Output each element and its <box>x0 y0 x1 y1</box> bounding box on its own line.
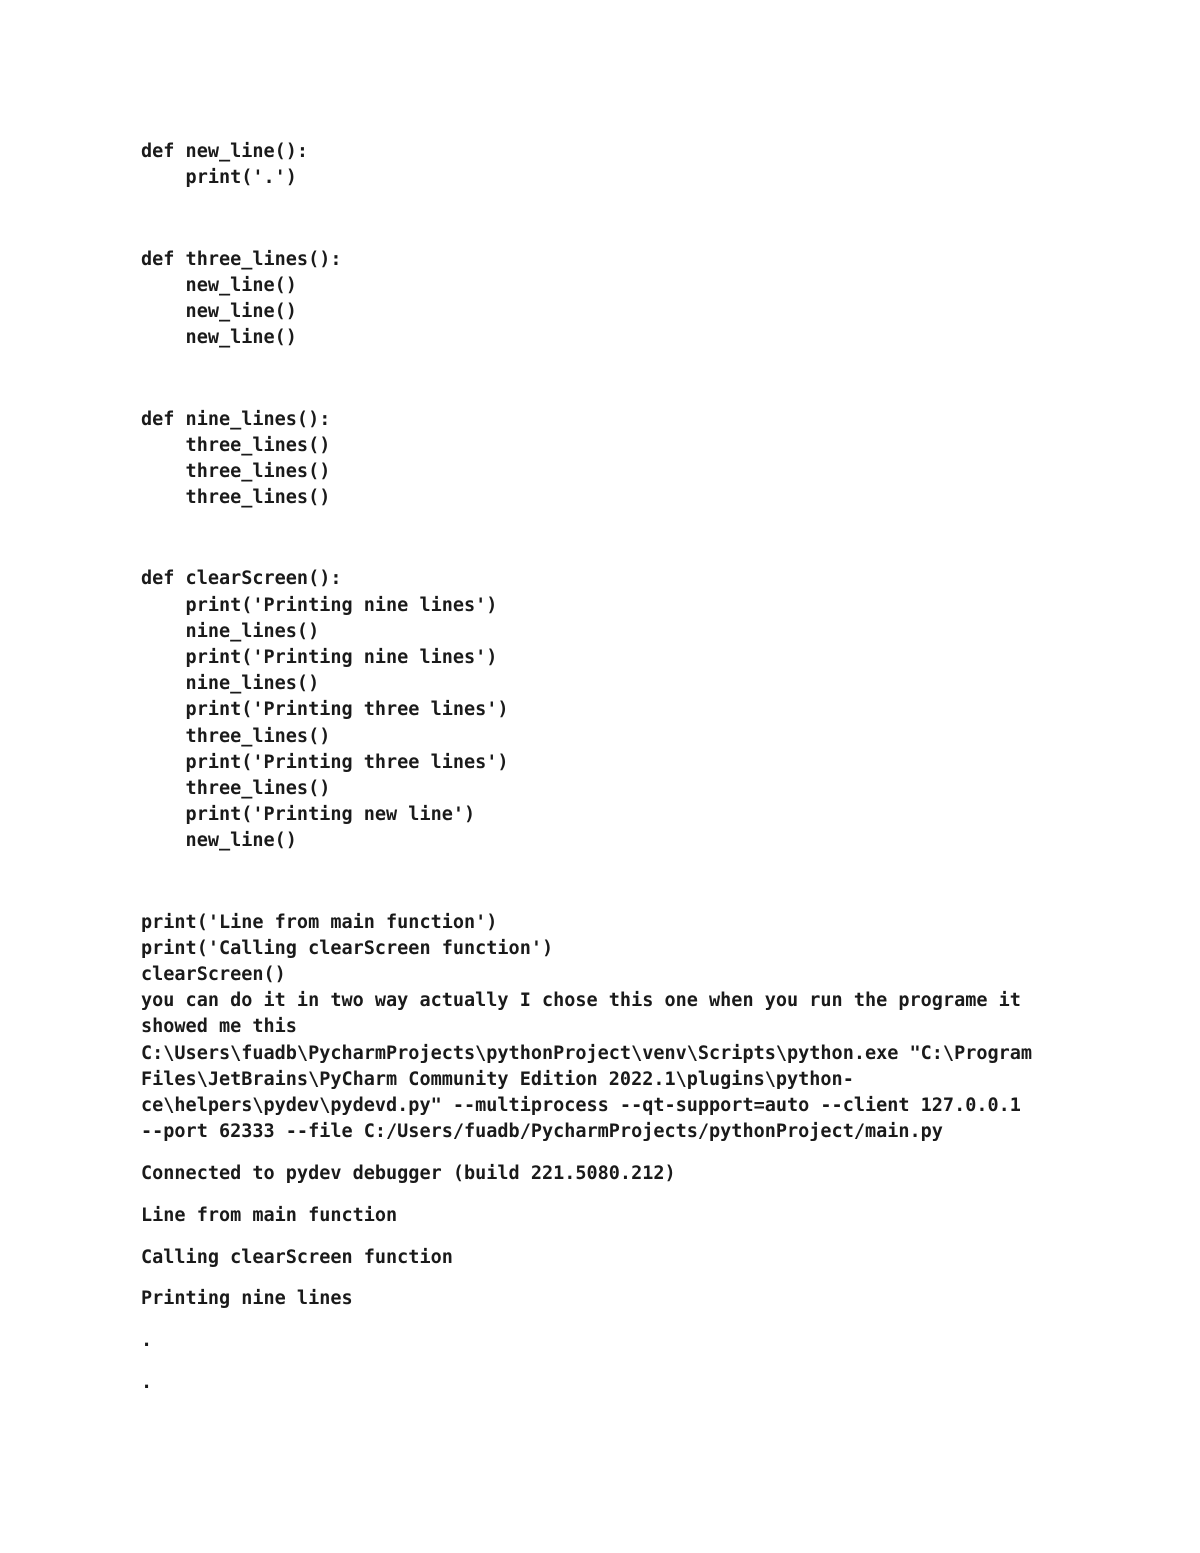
output-line: Calling clearScreen function <box>141 1246 453 1268</box>
note-line: showed me this <box>141 1016 297 1038</box>
code-line: new_line() <box>141 274 297 296</box>
code-line: three_lines() <box>141 777 331 799</box>
code-listing <box>141 139 1101 1396</box>
code-line: new_line() <box>141 830 297 852</box>
code-line: print('Printing three lines') <box>141 751 509 773</box>
main-line: clearScreen() <box>141 964 286 986</box>
output-line: . <box>141 1330 153 1352</box>
output-line: Connected to pydev debugger (build 221.5080.212) <box>141 1162 676 1184</box>
output-line: . <box>141 1371 153 1393</box>
def-new-line: def new_line(): <box>141 141 309 162</box>
code-line: print('Printing three lines') <box>141 699 509 721</box>
code-line: print('Printing nine lines') <box>141 594 498 616</box>
code-line: three_lines() <box>141 460 331 482</box>
code-line: nine_lines() <box>141 673 320 695</box>
command-line: Files\JetBrains\PyCharm Community Edition 2022.1\plugins\python- <box>141 1068 854 1090</box>
command-line: --port 62333 --file C:/Users/fuadb/PycharmProjects/pythonProject/main.py <box>141 1121 943 1143</box>
command-line: C:\Users\fuadb\PycharmProjects\pythonProject\venv\Scripts\python.exe "C:\Program <box>141 1042 1033 1064</box>
def-clear-screen: def clearScreen(): <box>141 568 342 590</box>
code-line: three_lines() <box>141 487 331 509</box>
code-line: nine_lines() <box>141 620 320 642</box>
code-line: new_line() <box>141 300 297 322</box>
code-line: print('.') <box>141 167 297 189</box>
note-line: you can do it in two way actually I chose this one when you run the programe it <box>141 990 1021 1012</box>
output-line: Line from main function <box>141 1204 398 1226</box>
code-line: print('Printing new line') <box>141 804 476 826</box>
def-three-lines: def three_lines(): <box>141 248 342 270</box>
code-line: three_lines() <box>141 725 331 747</box>
main-line: print('Line from main function') <box>141 911 498 933</box>
main-line: print('Calling clearScreen function') <box>141 937 554 959</box>
command-line: ce\helpers\pydev\pydevd.py" --multiprocess --qt-support=auto --client 127.0.0.1 <box>141 1095 1021 1116</box>
code-line: print('Printing nine lines') <box>141 647 498 668</box>
output-line: Printing nine lines <box>141 1288 353 1310</box>
def-nine-lines: def nine_lines(): <box>141 408 331 430</box>
code-line: new_line() <box>141 327 297 349</box>
code-line: three_lines() <box>141 434 331 456</box>
